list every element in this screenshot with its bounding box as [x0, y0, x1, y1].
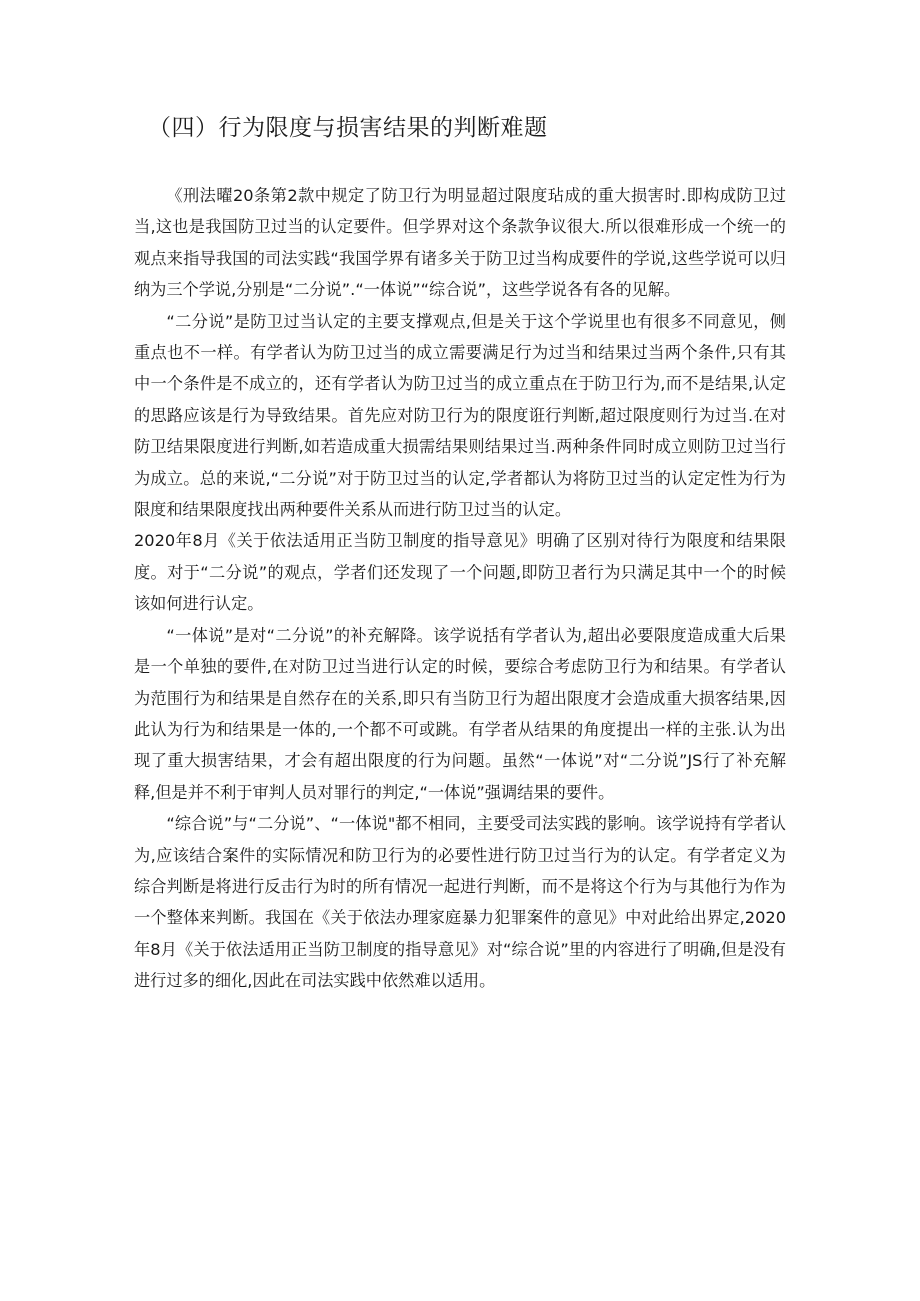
paragraph-unified-theory: “一体说”是对“二分说”的补充解降。该学说括有学者认为,超出必要限度造成重大后果是一个单独的要件,在对防卫过当进行认定的时候，要综合考虑防卫行为和结果。有学者认为范围行为和结果是自然存在的关系,即只有当防卫行为超出限度才会造成重大损客结果,因此认为行为和结果是一体的,一个都不可或跳。有学者从结果的角度提出一样的主张.认为出现了重大损害结果，才会有超出限度的行为问题。虽然“一体说”对“二分说”JS行了补充解释,但是并不利于审判人员对罪行的判定,“一体说”强调结果的要件。: [134, 625, 786, 802]
paragraph-intro: 《刑法曜20条第2款中规定了防卫行为明显超过限度玷成的重大损害时.即构成防卫过当,这也是我国防卫过当的认定要件。但学界对这个条款争议很大.所以很难形成一个统一的观点来指导我国的司法实践“我国学界有诸多关于防卫过当构成要件的学说,这些学说可以归纳为三个学说,分别是“二分说”.“一体说”“综合说”，这些学说各有各的见解。: [134, 186, 786, 300]
section-heading: （四）行为限度与损害结果的判断难题: [148, 115, 548, 141]
paragraph-two-part-theory: “二分说”是防卫过当认定的主要支撑观点,但是关于这个学说里也有很多不同意见，侧重点也不一样。有学者认为防卫过当的成立需要满足行为过当和结果过当两个条件,只有其中一个条件是不成立的，还有学者认为防卫过当的成立重点在于防卫行为,而不是结果,认定的思路应该是行为导致结果。首先应对防卫行为的限度诳行判断,超过限度则行为过当.在对防卫结果限度进行判断,如若造成重大损需结果则结果过当.两种条件同时成立则防卫过当行为成立。总的来说,“二分说”对于防卫过当的认定,学者都认为将防卫过当的认定定性为行为限度和结果限度找出两种要件关系从而进行防卫过当的认定。: [134, 311, 786, 520]
paragraph-2020-guidance: 2020年8月《关于依法适用正当防卫制度的指导意见》明确了区别对待行为限度和结果限度。对于“二分说”的观点，学者们还发现了一个问题,即防卫者行为只满足其中一个的时候该如何进行认定。: [134, 531, 786, 614]
body-text: [134, 180, 786, 997]
paragraph-comprehensive-theory: “综合说”与“二分说”、“一体说"都不相同，主要受司法实践的影响。该学说持有学者认为,应该结合案件的实际情况和防卫行为的必要性进行防卫过当行为的认定。有学者定义为综合判断是将进行反击行为时的所有情况一起进行判断，而不是将这个行为与其他行为作为一个整体来判断。我国在《关于依法办理家庭暴力犯罪案件的意见》中对此给出界定,2020年8月《关于依法适用正当防卫制度的指导意见》对“综合说”里的内容进行了明确,但是没有进行过多的细化,因此在司法实践中依然难以适用。: [134, 814, 786, 991]
